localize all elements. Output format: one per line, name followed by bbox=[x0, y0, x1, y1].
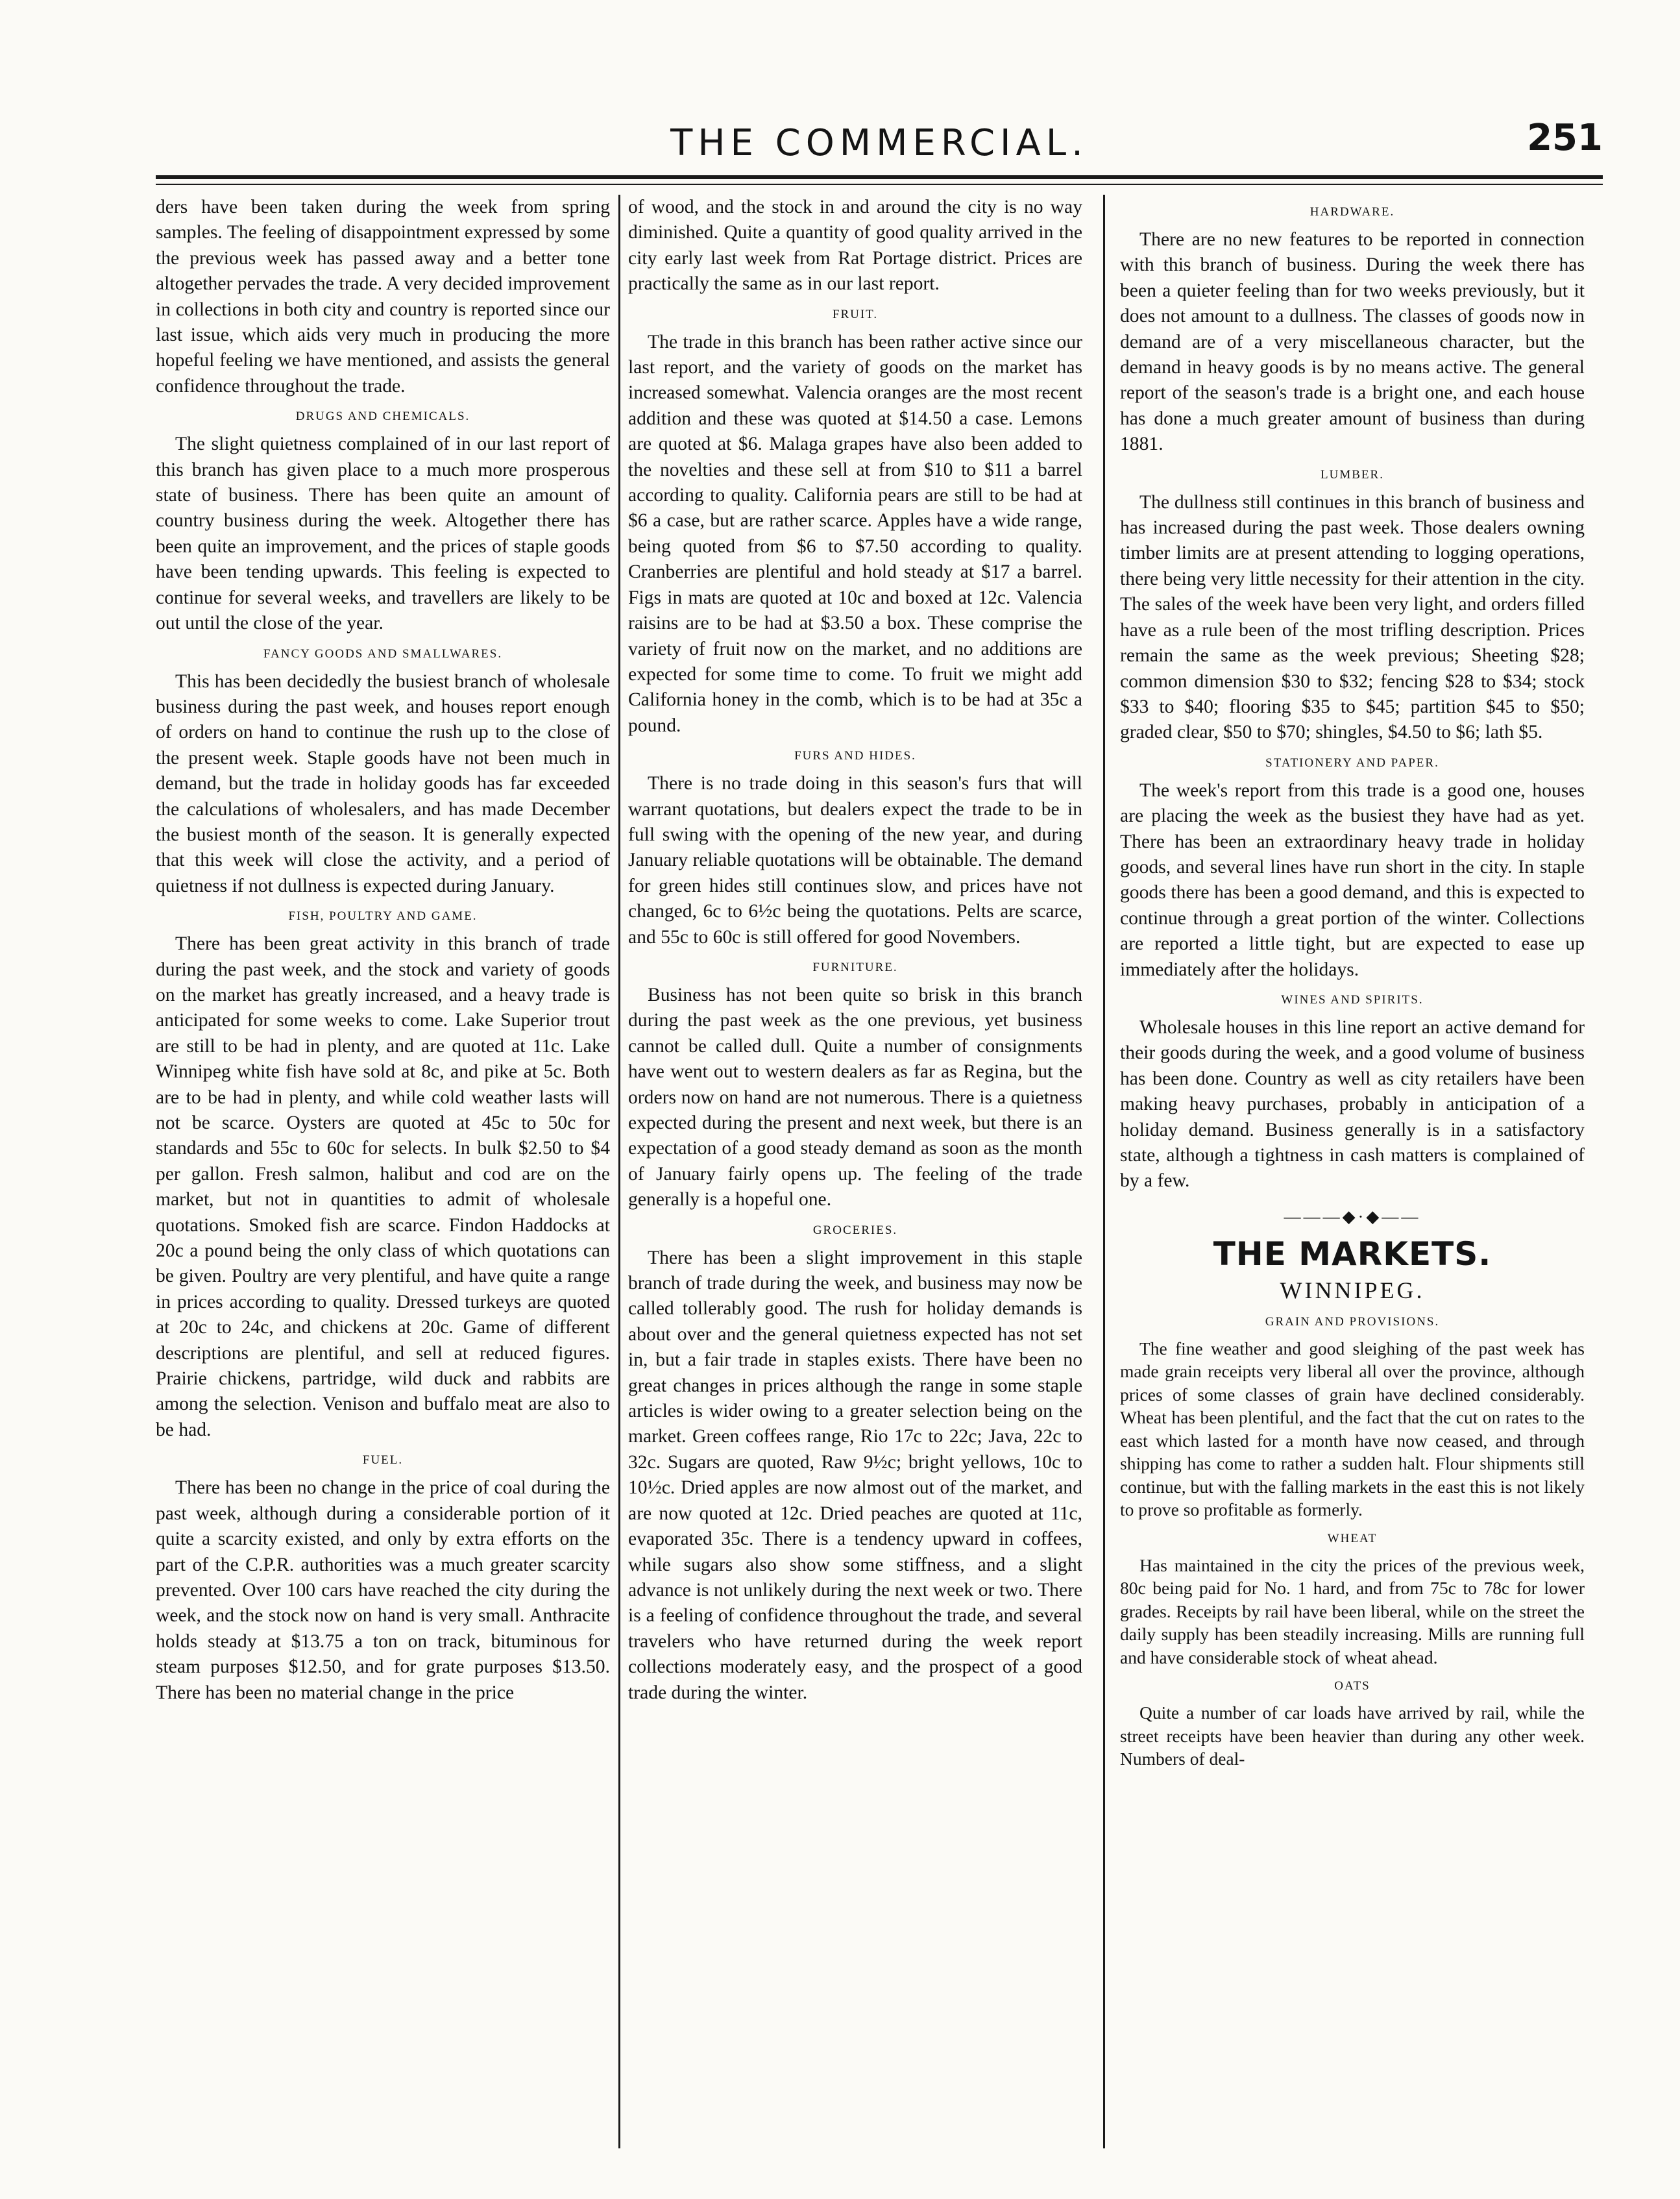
article-paragraph: The week's report from this trade is a good one, houses are placing the week as the busiest they have had as yet. There has been an extraordinary heavy trade in holiday goods, and several lines have run short in the city. In staple goods there has been a good demand, and this is expected to continue through a great portion of the winter. Collections are reported a little tight, but are expected to ease up immediately after the holidays. bbox=[1120, 780, 1585, 980]
masthead bbox=[156, 117, 1603, 175]
article-paragraph: There has been great activity in this branch of trade during the past week, and the stock and variety of goods on the market has greatly increased, and a heavy trade is anticipated for some weeks to come. Lake Superior trout are still to be had in plenty, and are quoted at 11c. Lake Winnipeg white fish have sold at 8c, and pike at 5c. Both are to be had in plenty, and while cold weather lasts will not be scarce. Oysters are quoted at 45c to 50c for standards and 55c to 60c for selects. In bulk $2.50 to $4 per gallon. Fresh salmon, halibut and cod are on the market, but not in quantities to admit of wholesale quotations. Smoked fish are scarce. Findon Haddocks at 20c a pound being the only class of which quotations can be given. Poultry are very plentiful, and have quite a range in prices according to quality. Dressed turkeys are quoted at 20c to 24c, and chickens at 20c. Game of different descriptions are plentiful, and sell at reduced figures. Prairie chickens, partridge, wild duck and rabbits are among the selection. Venison and buffalo meat are also to be had. bbox=[156, 933, 610, 1440]
markets-title: THE MARKETS. bbox=[1213, 1235, 1492, 1273]
header-rule-thin bbox=[156, 184, 1603, 185]
market-paragraph: Quite a number of car loads have arrived by rail, while the street receipts have been heavier than during any other week. Numbers of deal- bbox=[1120, 1702, 1585, 1769]
section-heading: HARDWARE. bbox=[1309, 205, 1395, 219]
column-3 bbox=[1120, 195, 1585, 2145]
section-heading: GROCERIES. bbox=[812, 1223, 898, 1237]
article-paragraph: The trade in this branch has been rather active since our last report, and the variety of goods on the market has increased somewhat. Valencia oranges are the most recent addition and these was quoted at $14.50 a case. Lemons are quoted at $6. Malaga grapes have also been added to the novelties and these sell at from $10 to $11 a barrel according to quality. California pears are still to be had at $6 a case, but are rather scarce. Apples have a wide range, being quoted from $6 to $7.50 according to quality. Cranberries are plentiful and hold steady at $17 a barrel. Figs in mats are quoted at 10c and boxed at 12c. Valencia raisins are to be had at $3.50 a box. These comprise the variety of fruit now on the market, and no additions are expected for some time to come. To fruit we might add California honey in the comb, which is to be had at 35c a pound. bbox=[628, 331, 1082, 736]
article-paragraph: There is no trade doing in this season's furs that will warrant quotations, but dealers expect the trade to be in full swing with the opening of the new year, and during January reliable quotations will be obtainable. The demand for green hides still continues slow, and prices have not changed, 6c to 6½c being the quotations. Pelts are scarce, and 55c to 60c is still offered for good Novembers. bbox=[628, 773, 1082, 948]
article-paragraph: There has been no change in the price of coal during the past week, although during a considerable portion of it quite a scarcity existed, and only by extra efforts on the part of the C.P.R. authorities was a much greater scarcity prevented. Over 100 cars have reached the city during the week, and the stock now on hand is very small. Anthracite holds steady at $13.75 a ton on track, bituminous for steam purposes $12.50, and for grate purposes $13.50. There has been no material change in the price bbox=[156, 1477, 610, 1703]
market-paragraph: Has maintained in the city the prices of the previous week, 80c being paid for No. 1 hard, and from 75c to 78c for lower grades. Receipts by rail have been liberal, while on the street the daily supply has been steadily increasing. Mills are running full and have considerable stock of wheat ahead. bbox=[1120, 1554, 1585, 1667]
section-heading: FISH, POULTRY AND GAME. bbox=[288, 909, 478, 924]
section-heading: OATS bbox=[1334, 1679, 1370, 1693]
publication-title: THE COMMERCIAL. bbox=[670, 122, 1088, 164]
city-heading: WINNIPEG. bbox=[1280, 1277, 1425, 1303]
section-heading: FURS AND HIDES. bbox=[794, 749, 916, 763]
section-heading: GRAIN AND PROVISIONS. bbox=[1265, 1314, 1440, 1329]
page-number: 251 bbox=[1527, 117, 1603, 159]
article-paragraph: This has been decidedly the busiest branch of wholesale business during the past week, and houses report enough of orders on hand to continue the rush up to the close of the present week. Staple goods have not been much in demand, but the trade in holiday goods has far exceeded the calculations of wholesalers, and has made December the busiest month of the season. It is generally expected that this week will close the activity, and a period of quietness if not dullness is expected during January. bbox=[156, 670, 610, 896]
article-paragraph: The dullness still continues in this branch of business and has increased during the past week. Those dealers owning timber limits are at present attending to logging operations, there being very little necessity for their attention in the city. The sales of the week have been very light, and orders filled have as a rule been of the most trifling description. Prices remain the same as the week previous; Sheeting $28; common dimension $30 to $32; fencing $28 to $34; stock $33 to $40; flooring $35 to $45; partition $45 to $50; graded clear, $50 to $70; shingles, $4.50 to $6; lath $5. bbox=[1120, 491, 1585, 743]
article-paragraph: ders have been taken during the week from spring samples. The feeling of disappointment expressed by some the previous week has passed away and a better tone altogether pervades the trade. A very decided improvement in collections in both city and country is reported since our last issue, which aids very much in producing the more hopeful feeling we have mentioned, and assists the general confidence throughout the trade. bbox=[156, 197, 610, 397]
article-paragraph: The slight quietness complained of in our last report of this branch has given place to a much more prosperous state of business. There has been quite an amount of country business during the week. Altogether there has been quite an improvement, and the prices of staple goods have been tending upwards. This feeling is expected to continue for several weeks, and travellers are likely to be out until the close of the year. bbox=[156, 434, 610, 634]
column-divider bbox=[1103, 195, 1105, 2148]
column-divider bbox=[618, 195, 620, 2148]
section-heading: FANCY GOODS AND SMALLWARES. bbox=[263, 646, 503, 661]
column-2 bbox=[628, 195, 1082, 2145]
section-heading: LUMBER. bbox=[1321, 467, 1384, 482]
article-paragraph: Wholesale houses in this line report an active demand for their goods during the week, and a good volume of business has been done. Country as well as city retailers have been making heavy purchases, probably in anticipation of a holiday demand. Business generally is in a satisfactory state, although a tightness in cash matters is complained of by a few. bbox=[1120, 1016, 1585, 1192]
market-paragraph: The fine weather and good sleighing of the past week has made grain receipts very liberal all over the province, although prices of some classes of grain have declined considerably. Wheat has been plentiful, and the fact that the cut on rates to the east which lasted for a month have now ceased, and through shipping has come to rather a sudden halt. Flour shipments still continue, but with the falling markets in the east this is not likely to prove so profitable as formerly. bbox=[1120, 1338, 1585, 1520]
article-paragraph: of wood, and the stock in and around the city is no way diminished. Quite a quantity of good quality arrived in the city early last week from Rat Portage district. Prices are practically the same as in our last report. bbox=[628, 197, 1082, 295]
section-heading: FRUIT. bbox=[832, 307, 879, 321]
section-heading: FUEL. bbox=[362, 1453, 404, 1468]
section-heading: WHEAT bbox=[1327, 1531, 1378, 1545]
column-1 bbox=[156, 195, 610, 2145]
article-paragraph: There has been a slight improvement in this staple branch of trade during the week, and business may now be called tollerably good. The rush for holiday demands is about over and the general quietness expected has not set in, but a fair trade in staples exists. There have been no great changes in prices although the range in some staple articles is wider owing to a greater selection being on the market. Green coffees range, Rio 17c to 22c; Java, 22c to 32c. Sugars are quoted, Raw 9½c; bright yellows, 10c to 10½c. Dried apples are now almost out of the market, and are now quoted at 12c. Dried peaches are quoted at 11c, evaporated 35c. There is a tendency upward in coffees, while sugars also show some stiffness, and a slight advance is not unlikely during the next week or two. There is a feeling of confidence throughout the trade, and several travelers who have returned during the week report collections moderately easy, and the prospect of a good trade during the winter. bbox=[628, 1247, 1082, 1703]
ornamental-divider: ———◆·◆—— bbox=[1284, 1207, 1421, 1226]
header-rule bbox=[156, 175, 1603, 179]
section-heading: FURNITURE. bbox=[812, 960, 898, 974]
article-paragraph: There are no new features to be reported in connection with this branch of business. During the week there has been a quieter feeling than for two weeks previously, but it does not amount to a dullness. The classes of goods now in demand are of a very miscellaneous character, but the demand in heavy goods is by no means active. The general report of the season's trade is a bright one, and each house has done a much greater amount of business than during 1881. bbox=[1120, 229, 1585, 455]
article-paragraph: Business has not been quite so brisk in this branch during the past week as the one previous, yet business cannot be called dull. Quite a number of consignments have went out to western dealers as far as Regina, but the orders now on hand are not numerous. There is a quietness expected during the present and next week, but there is an expectation of a good steady demand as soon as the month of January fairly opens up. The feeling of the trade generally is a hopeful one. bbox=[628, 984, 1082, 1210]
section-heading: STATIONERY AND PAPER. bbox=[1265, 756, 1439, 770]
section-heading: DRUGS AND CHEMICALS. bbox=[295, 410, 470, 424]
section-heading: WINES AND SPIRITS. bbox=[1281, 992, 1424, 1007]
